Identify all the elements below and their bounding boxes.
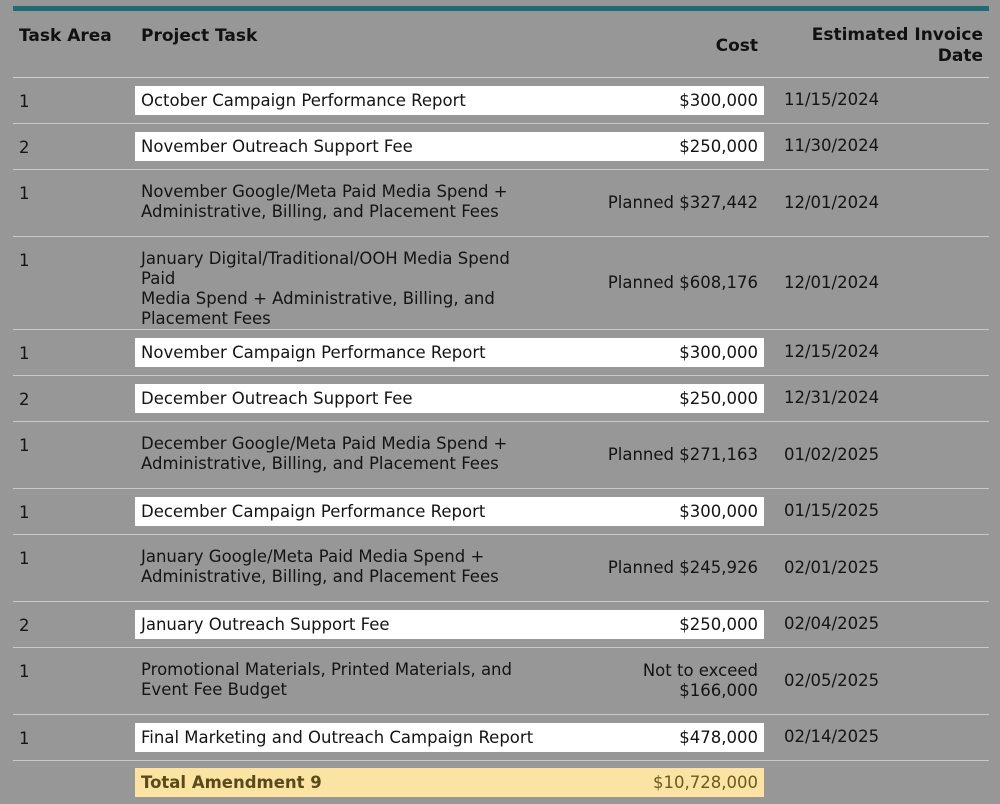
row-invoice-date: 01/02/2025 bbox=[764, 421, 989, 488]
row-cost: Planned $245,926 bbox=[557, 534, 764, 601]
header-date-line1: Estimated Invoice bbox=[811, 25, 983, 45]
row-cost: $300,000 bbox=[557, 497, 764, 526]
row-task-area: 1 bbox=[13, 714, 135, 760]
row-project-task: December Google/Meta Paid Media Spend + Administrative, Billing, and Placement Fees bbox=[135, 421, 557, 488]
row-task-area: 1 bbox=[13, 534, 135, 601]
row-invoice-date: 12/15/2024 bbox=[764, 329, 989, 375]
row-cost: $250,000 bbox=[557, 132, 764, 161]
row-invoice-date: 12/01/2024 bbox=[764, 169, 989, 236]
table-row bbox=[13, 375, 989, 421]
table-row bbox=[13, 534, 989, 601]
row-project-task: January Google/Meta Paid Media Spend + Administrative, Billing, and Placement Fees bbox=[135, 534, 557, 601]
row-cost: $250,000 bbox=[557, 384, 764, 413]
table-row bbox=[13, 421, 989, 488]
row-cost: Planned $327,442 bbox=[557, 169, 764, 236]
row-task-area: 2 bbox=[13, 123, 135, 169]
row-cost: $478,000 bbox=[557, 723, 764, 752]
row-cost: $300,000 bbox=[557, 338, 764, 367]
row-invoice-date: 11/15/2024 bbox=[764, 77, 989, 123]
row-task-area: 2 bbox=[13, 375, 135, 421]
row-invoice-date: 11/30/2024 bbox=[764, 123, 989, 169]
row-project-task: Final Marketing and Outreach Campaign Report bbox=[135, 723, 557, 752]
header-cost: Cost bbox=[557, 11, 764, 77]
table-row bbox=[13, 329, 989, 375]
row-task-area: 1 bbox=[13, 647, 135, 714]
row-cost: Planned $608,176 bbox=[557, 236, 764, 329]
header-project-task: Project Task bbox=[135, 11, 557, 77]
table-row bbox=[13, 236, 989, 329]
row-task-area: 1 bbox=[13, 236, 135, 329]
invoice-schedule-table bbox=[13, 11, 989, 804]
row-invoice-date: 02/14/2025 bbox=[764, 714, 989, 760]
row-cost: Planned $271,163 bbox=[557, 421, 764, 488]
row-task-area: 1 bbox=[13, 329, 135, 375]
table-row bbox=[13, 123, 989, 169]
row-project-task: January Digital/Traditional/OOH Media Spend Paid Media Spend + Administrative, Billing, and Placement Fees bbox=[135, 236, 557, 329]
row-invoice-date: 02/04/2025 bbox=[764, 601, 989, 647]
row-task-area: 1 bbox=[13, 169, 135, 236]
row-project-task: December Outreach Support Fee bbox=[135, 384, 557, 413]
total-row bbox=[13, 760, 989, 804]
table-row bbox=[13, 601, 989, 647]
row-cost: $250,000 bbox=[557, 610, 764, 639]
table-row bbox=[13, 714, 989, 760]
table-row bbox=[13, 169, 989, 236]
table-row bbox=[13, 647, 989, 714]
row-project-task: Promotional Materials, Printed Materials, and Event Fee Budget bbox=[135, 647, 557, 714]
row-project-task: November Google/Meta Paid Media Spend + Administrative, Billing, and Placement Fees bbox=[135, 169, 557, 236]
row-task-area: 1 bbox=[13, 77, 135, 123]
row-project-task: October Campaign Performance Report bbox=[135, 86, 557, 115]
row-task-area: 1 bbox=[13, 488, 135, 534]
row-invoice-date: 12/31/2024 bbox=[764, 375, 989, 421]
row-project-task: November Campaign Performance Report bbox=[135, 338, 557, 367]
header-row bbox=[13, 11, 989, 77]
row-task-area: 1 bbox=[13, 421, 135, 488]
row-cost: $300,000 bbox=[557, 86, 764, 115]
table-row bbox=[13, 77, 989, 123]
total-cost: $10,728,000 bbox=[557, 768, 764, 797]
row-invoice-date: 12/01/2024 bbox=[764, 236, 989, 329]
row-project-task: January Outreach Support Fee bbox=[135, 610, 557, 639]
row-invoice-date: 02/05/2025 bbox=[764, 647, 989, 714]
row-project-task: December Campaign Performance Report bbox=[135, 497, 557, 526]
header-estimated-invoice-date bbox=[764, 11, 989, 77]
header-date-line2: Date bbox=[937, 46, 983, 66]
header-task-area: Task Area bbox=[13, 11, 135, 77]
row-invoice-date: 02/01/2025 bbox=[764, 534, 989, 601]
total-label: Total Amendment 9 bbox=[135, 768, 557, 797]
table-row bbox=[13, 488, 989, 534]
row-project-task: November Outreach Support Fee bbox=[135, 132, 557, 161]
row-invoice-date: 01/15/2025 bbox=[764, 488, 989, 534]
row-task-area: 2 bbox=[13, 601, 135, 647]
row-cost: Not to exceed $166,000 bbox=[557, 647, 764, 714]
